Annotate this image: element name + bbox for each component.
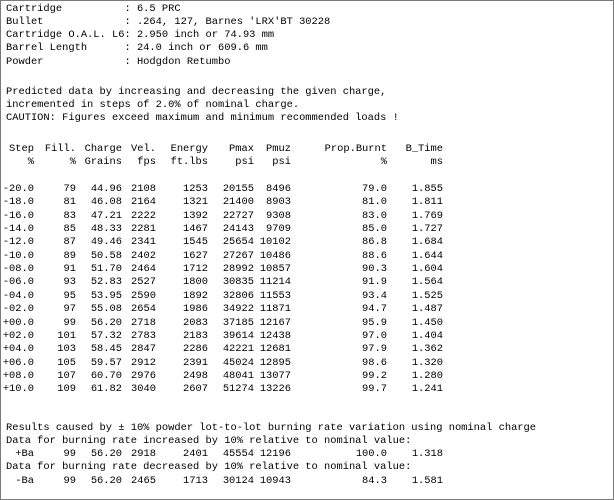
pmuz-cell: 12681 — [259, 343, 291, 356]
charge-cell: 57.32 — [90, 329, 122, 342]
charge-cell: 60.70 — [90, 369, 122, 382]
pmax-cell: 28992 — [222, 263, 254, 276]
step-cell: % — [27, 156, 34, 168]
pmax-cell: 30124 — [222, 475, 254, 487]
pmax-cell: 30835 — [222, 276, 254, 289]
fill-cell: 105 — [57, 356, 76, 369]
pmuz-cell: 12196 — [259, 448, 291, 460]
energy-cell: Energy — [170, 143, 208, 155]
energy-cell: 1321 — [183, 196, 208, 209]
prop-burnt-cell: 81.0 — [362, 196, 387, 209]
fill-cell: 87 — [63, 236, 76, 249]
charge-cell: 48.33 — [90, 223, 122, 236]
pmax-cell: 39614 — [222, 329, 254, 342]
energy-cell: 1800 — [183, 276, 208, 289]
b-time-cell: 1.769 — [411, 209, 443, 222]
b-time-cell: 1.811 — [411, 196, 443, 209]
vel-cell: 2465 — [131, 475, 156, 487]
vel-cell: 2976 — [131, 369, 156, 382]
pmax-cell: 21400 — [222, 196, 254, 209]
energy-cell: 2083 — [183, 316, 208, 329]
pmax-cell: 25654 — [222, 236, 254, 249]
pmuz-cell: 11214 — [259, 276, 291, 289]
step-cell: +Ba — [15, 448, 34, 460]
pmax-cell: 51274 — [222, 383, 254, 396]
energy-cell: 2401 — [183, 448, 208, 460]
fill-cell: 97 — [63, 303, 76, 316]
energy-cell: 2391 — [183, 356, 208, 369]
energy-cell: 1627 — [183, 249, 208, 262]
fill-cell: 79 — [63, 183, 76, 195]
b-time-cell: ms — [430, 156, 443, 168]
pmax-cell: 45024 — [222, 356, 254, 369]
pmax-cell: 27267 — [222, 249, 254, 262]
b-time-cell: 1.487 — [411, 303, 443, 316]
pmuz-cell: 8903 — [266, 196, 291, 209]
charge-cell: 52.83 — [90, 276, 122, 289]
energy-cell: 2286 — [183, 343, 208, 356]
pmax-cell: Pmax — [229, 143, 254, 155]
step-cell: -06.0 — [2, 276, 34, 289]
charge-cell: 46.08 — [90, 196, 122, 209]
prop-burnt-cell: 93.4 — [362, 289, 387, 302]
pmuz-cell: 9308 — [266, 209, 291, 222]
step-cell: +02.0 — [2, 329, 34, 342]
fill-cell: 99 — [63, 316, 76, 329]
vel-cell: 2402 — [131, 249, 156, 262]
variation-title: Results caused by ± 10% powder lot-to-lot burning rate variation using nominal charge — [6, 422, 537, 434]
energy-cell: 1467 — [183, 223, 208, 236]
charge-cell: 50.58 — [90, 249, 122, 262]
b-time-cell: 1.644 — [411, 249, 443, 262]
energy-cell: 1713 — [183, 475, 208, 487]
pmuz-cell: 10486 — [259, 249, 291, 262]
step-cell: -02.0 — [2, 303, 34, 316]
charge-cell: 61.82 — [90, 383, 122, 396]
prop-burnt-cell: Prop.Burnt — [324, 143, 387, 155]
pmuz-cell: 8496 — [266, 183, 291, 195]
step-cell: +10.0 — [2, 383, 34, 396]
prop-burnt-cell: 94.7 — [362, 303, 387, 316]
vel-cell: 3040 — [131, 383, 156, 396]
vel-cell: 2222 — [131, 209, 156, 222]
fill-cell: 89 — [63, 249, 76, 262]
prop-burnt-cell: 90.3 — [362, 263, 387, 276]
fill-cell: 81 — [63, 196, 76, 209]
vel-cell: 2783 — [131, 329, 156, 342]
charge-cell: 58.45 — [90, 343, 122, 356]
fill-cell: 93 — [63, 276, 76, 289]
bullet-line: Bullet : .264, 127, Barnes 'LRX'BT 30228 — [6, 16, 331, 28]
fill-cell: 83 — [63, 209, 76, 222]
pmuz-cell: 11553 — [259, 289, 291, 302]
prop-burnt-cell: 88.6 — [362, 249, 387, 262]
step-cell: -14.0 — [2, 223, 34, 236]
vel-cell: 2281 — [131, 223, 156, 236]
pmuz-cell: 13226 — [259, 383, 291, 396]
charge-cell: 56.20 — [90, 316, 122, 329]
fill-cell: 107 — [57, 369, 76, 382]
energy-cell: 1712 — [183, 263, 208, 276]
decreased-label: Data for burning rate decreased by 10% relative to nominal value: — [6, 461, 412, 473]
step-cell: +08.0 — [2, 369, 34, 382]
prop-burnt-cell: 97.0 — [362, 329, 387, 342]
pmuz-cell: 13077 — [259, 369, 291, 382]
pmuz-cell: 12167 — [259, 316, 291, 329]
pmuz-cell: 10857 — [259, 263, 291, 276]
prop-burnt-cell: 97.9 — [362, 343, 387, 356]
b-time-cell: 1.581 — [411, 475, 443, 487]
charge-cell: 55.08 — [90, 303, 122, 316]
cartridge-line: Cartridge : 6.5 PRC — [6, 3, 181, 15]
charge-cell: Charge — [84, 143, 122, 155]
energy-cell: 2498 — [183, 369, 208, 382]
pmax-cell: psi — [235, 156, 254, 168]
step-cell: -Ba — [15, 475, 34, 487]
vel-cell: 2164 — [131, 196, 156, 209]
energy-cell: 1392 — [183, 209, 208, 222]
vel-cell: 2590 — [131, 289, 156, 302]
step-cell: +06.0 — [2, 356, 34, 369]
charge-cell: 49.46 — [90, 236, 122, 249]
prop-burnt-cell: 91.9 — [362, 276, 387, 289]
vel-cell: 2341 — [131, 236, 156, 249]
fill-cell: 99 — [63, 448, 76, 460]
energy-cell: ft.lbs — [170, 156, 208, 168]
charge-cell: 53.95 — [90, 289, 122, 302]
prop-burnt-cell: 86.8 — [362, 236, 387, 249]
charge-cell: 51.70 — [90, 263, 122, 276]
pmax-cell: 32806 — [222, 289, 254, 302]
energy-cell: 2607 — [183, 383, 208, 396]
prop-burnt-cell: % — [380, 156, 387, 168]
fill-cell: 99 — [63, 475, 76, 487]
vel-cell: 2527 — [131, 276, 156, 289]
pmax-cell: 34922 — [222, 303, 254, 316]
b-time-cell: 1.280 — [411, 369, 443, 382]
step-cell: -18.0 — [2, 196, 34, 209]
vel-cell: 2718 — [131, 316, 156, 329]
fill-cell: 85 — [63, 223, 76, 236]
oal-line: Cartridge O.A.L. L6: 2.950 inch or 74.93 mm — [6, 29, 275, 41]
prop-burnt-cell: 99.2 — [362, 369, 387, 382]
b-time-cell: 1.450 — [411, 316, 443, 329]
note-line-1: Predicted data by increasing and decreasing the given charge, — [6, 86, 387, 98]
b-time-cell: B_Time — [405, 143, 443, 155]
vel-cell: 2654 — [131, 303, 156, 316]
vel-cell: 2912 — [131, 356, 156, 369]
vel-cell: Vel. — [131, 143, 156, 155]
pmuz-cell: 10102 — [259, 236, 291, 249]
barrel-length-line: Barrel Length : 24.0 inch or 609.6 mm — [6, 42, 268, 54]
prop-burnt-cell: 98.6 — [362, 356, 387, 369]
step-cell: -20.0 — [2, 183, 34, 195]
b-time-cell: 1.684 — [411, 236, 443, 249]
pmax-cell: 37185 — [222, 316, 254, 329]
pmax-cell: 45554 — [222, 448, 254, 460]
pmax-cell: 22727 — [222, 209, 254, 222]
energy-cell: 1892 — [183, 289, 208, 302]
step-cell: -12.0 — [2, 236, 34, 249]
vel-cell: 2918 — [131, 448, 156, 460]
note-line-2: incremented in steps of 2.0% of nominal charge. — [6, 99, 300, 111]
vel-cell: 2847 — [131, 343, 156, 356]
b-time-cell: 1.318 — [411, 448, 443, 460]
step-cell: -10.0 — [2, 249, 34, 262]
powder-line: Powder : Hodgdon Retumbo — [6, 56, 231, 68]
prop-burnt-cell: 84.3 — [362, 475, 387, 487]
fill-cell: 103 — [57, 343, 76, 356]
fill-cell: 109 — [57, 383, 76, 396]
pmax-cell: 48041 — [222, 369, 254, 382]
pmuz-cell: 10943 — [259, 475, 291, 487]
fill-cell: 91 — [63, 263, 76, 276]
fill-cell: % — [69, 156, 76, 168]
vel-cell: 2464 — [131, 263, 156, 276]
step-cell: Step — [9, 143, 34, 155]
b-time-cell: 1.525 — [411, 289, 443, 302]
pmuz-cell: psi — [272, 156, 291, 168]
step-cell: +04.0 — [2, 343, 34, 356]
prop-burnt-cell: 79.0 — [362, 183, 387, 195]
energy-cell: 2183 — [183, 329, 208, 342]
prop-burnt-cell: 83.0 — [362, 209, 387, 222]
b-time-cell: 1.362 — [411, 343, 443, 356]
b-time-cell: 1.604 — [411, 263, 443, 276]
b-time-cell: 1.241 — [411, 383, 443, 396]
b-time-cell: 1.855 — [411, 183, 443, 195]
charge-cell: 56.20 — [90, 448, 122, 460]
step-cell: -04.0 — [2, 289, 34, 302]
b-time-cell: 1.564 — [411, 276, 443, 289]
charge-cell: 44.96 — [90, 183, 122, 195]
increased-label: Data for burning rate increased by 10% relative to nominal value: — [6, 435, 412, 447]
pmuz-cell: 11871 — [259, 303, 291, 316]
fill-cell: Fill. — [44, 143, 76, 155]
pmuz-cell: Pmuz — [266, 143, 291, 155]
fill-cell: 101 — [57, 329, 76, 342]
step-cell: -16.0 — [2, 209, 34, 222]
pmuz-cell: 12895 — [259, 356, 291, 369]
prop-burnt-cell: 99.7 — [362, 383, 387, 396]
charge-cell: 59.57 — [90, 356, 122, 369]
vel-cell: fps — [137, 156, 156, 168]
step-cell: +00.0 — [2, 316, 34, 329]
pmax-cell: 24143 — [222, 223, 254, 236]
step-cell: -08.0 — [2, 263, 34, 276]
prop-burnt-cell: 100.0 — [355, 448, 387, 460]
prop-burnt-cell: 95.9 — [362, 316, 387, 329]
prop-burnt-cell: 85.0 — [362, 223, 387, 236]
b-time-cell: 1.404 — [411, 329, 443, 342]
charge-cell: 56.20 — [90, 475, 122, 487]
pmax-cell: 20155 — [222, 183, 254, 195]
charge-cell: 47.21 — [90, 209, 122, 222]
vel-cell: 2108 — [131, 183, 156, 195]
pmax-cell: 42221 — [222, 343, 254, 356]
fill-cell: 95 — [63, 289, 76, 302]
b-time-cell: 1.727 — [411, 223, 443, 236]
pmuz-cell: 9709 — [266, 223, 291, 236]
b-time-cell: 1.320 — [411, 356, 443, 369]
charge-cell: Grains — [84, 156, 122, 168]
energy-cell: 1986 — [183, 303, 208, 316]
energy-cell: 1545 — [183, 236, 208, 249]
caution-line: CAUTION: Figures exceed maximum and minimum recommended loads ! — [6, 112, 399, 124]
energy-cell: 1253 — [183, 183, 208, 195]
pmuz-cell: 12438 — [259, 329, 291, 342]
